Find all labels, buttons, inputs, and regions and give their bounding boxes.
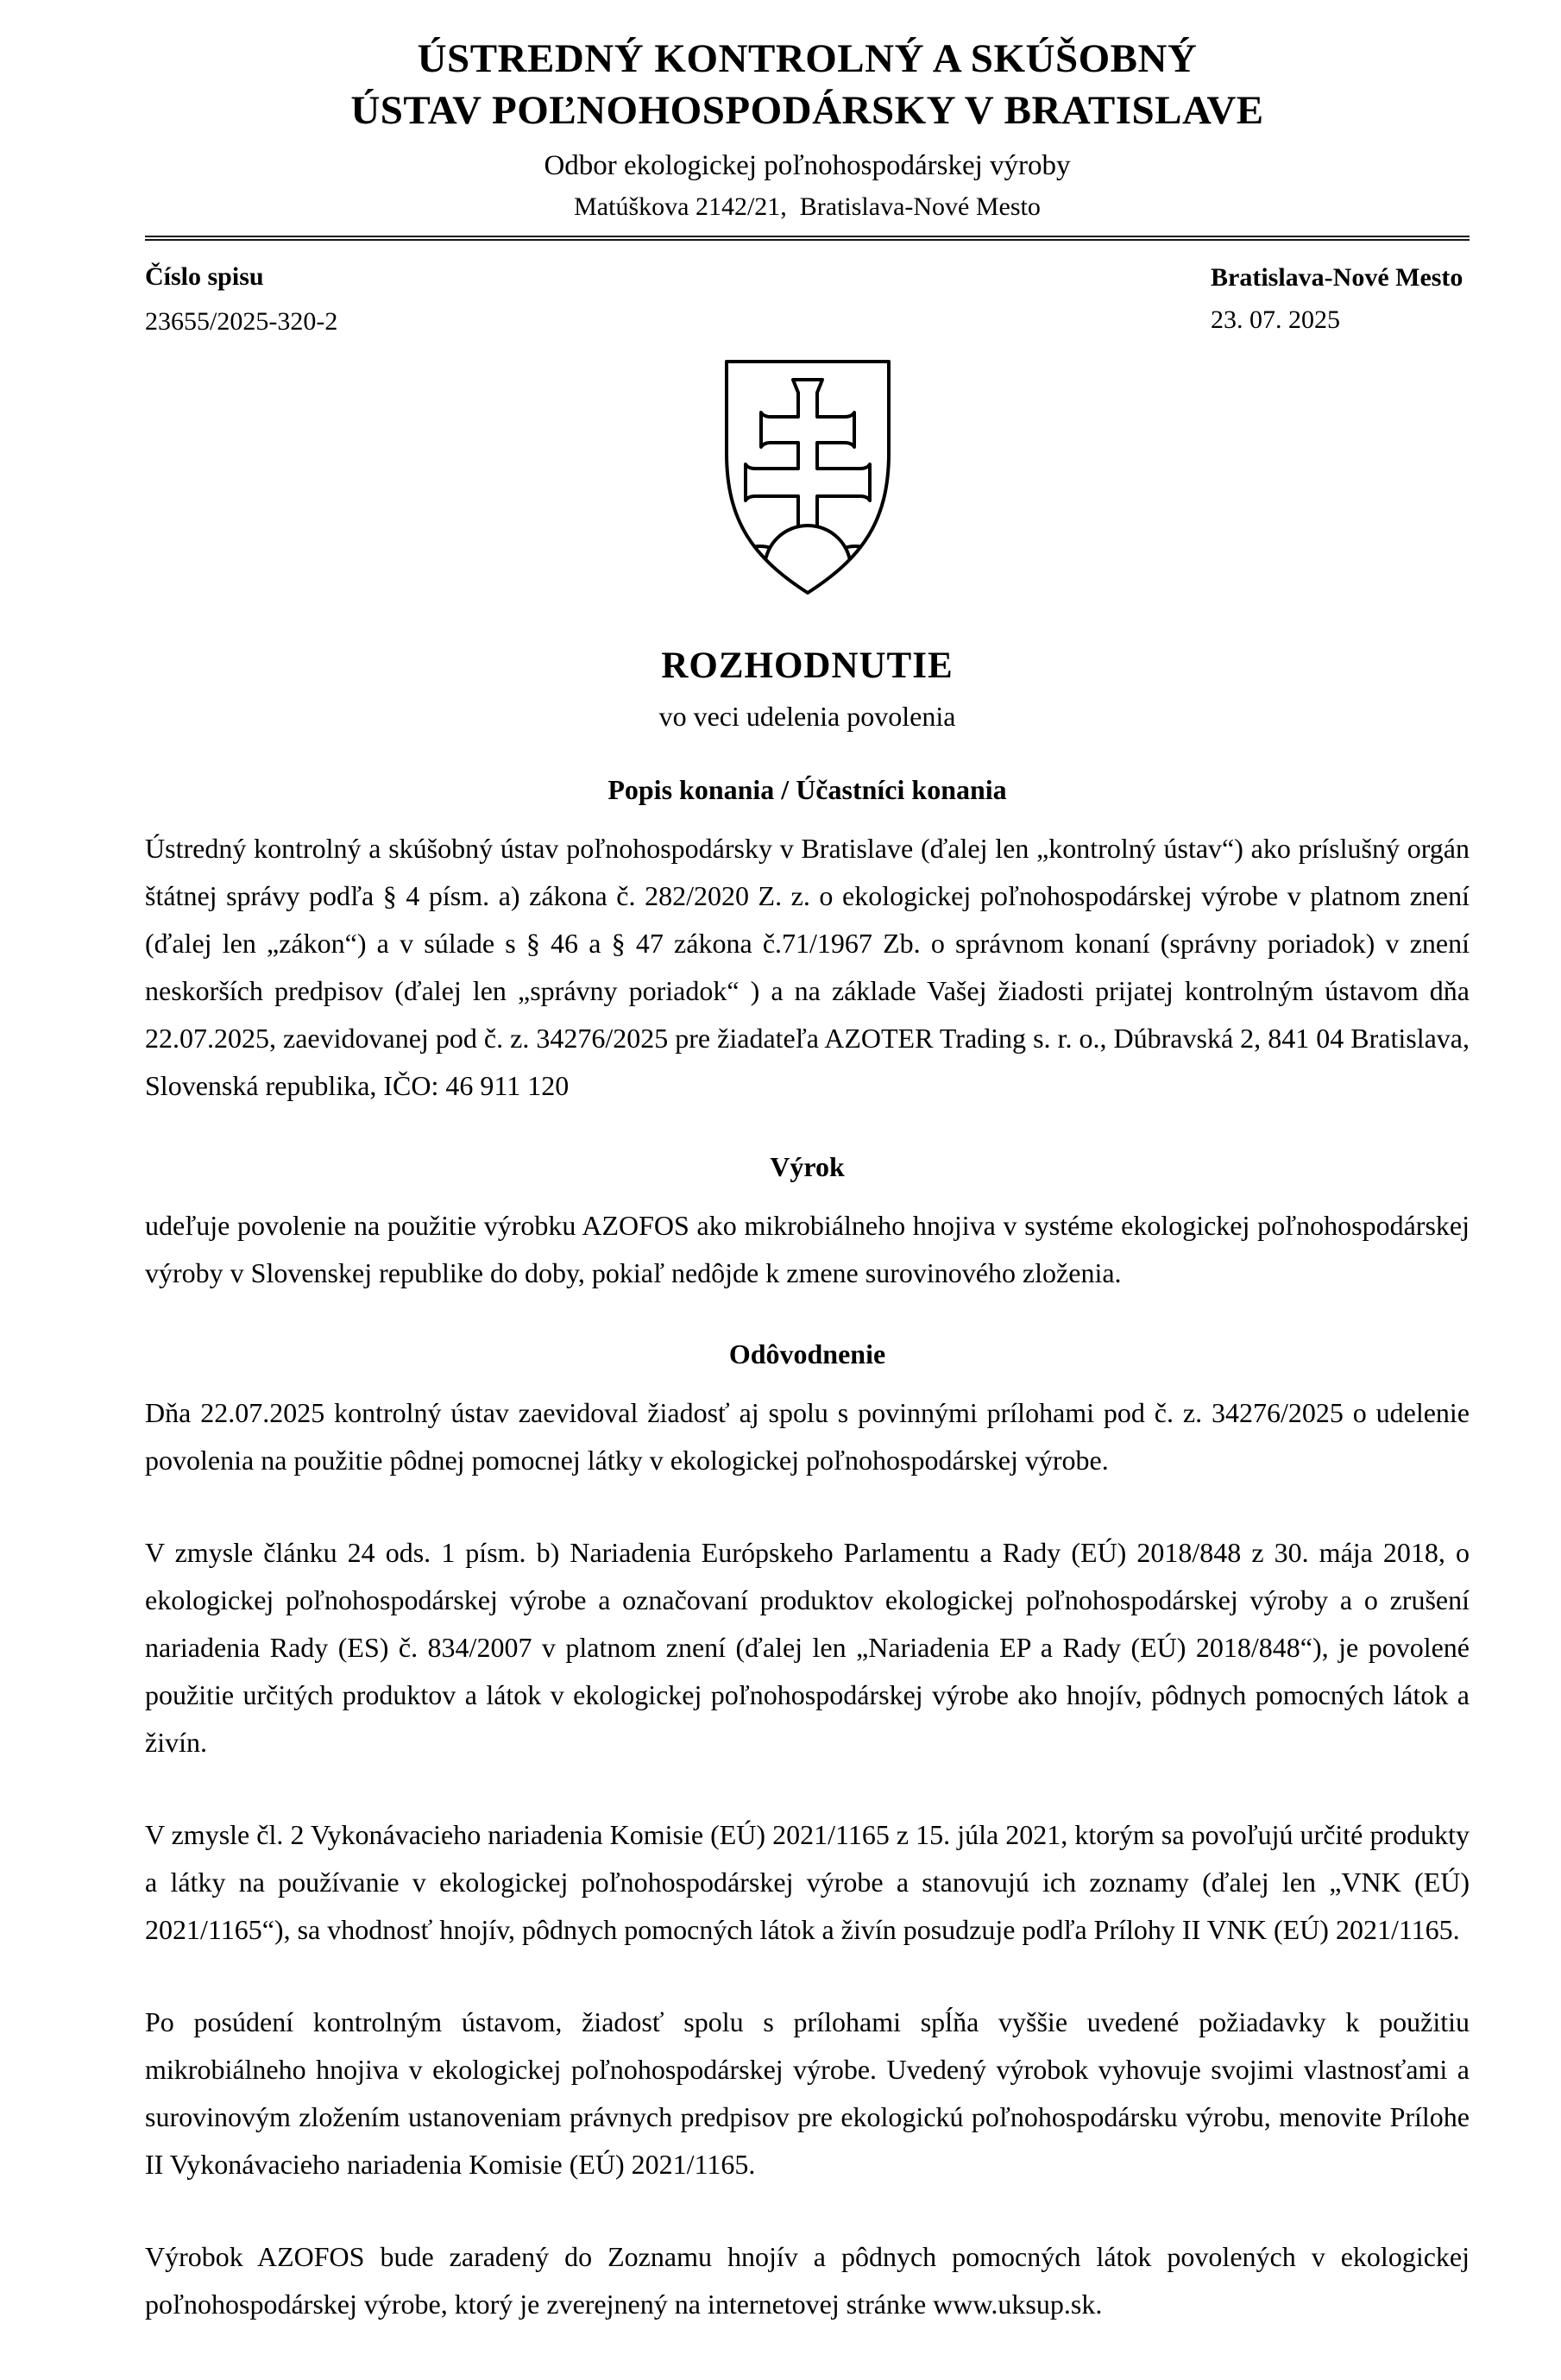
paragraph: Ústredný kontrolný a skúšobný ústav poľnohospodársky v Bratislave (ďalej len „kontrolný ústav“) ako príslušný orgán štátnej správy podľa § 4 písm. a) zákona č. 282/2020 Z. z. o ekologickej poľnohospodárskej výrobe v platnom znení (ďalej len „zákon“) a v súlade s § 46 a § 47 zákona č.71/1967 Zb. o správnom konaní (správny poriadok) v znení neskorších predpisov (ďalej len „správny poriadok“ ) a na základe Vašej žiadosti prijatej kontrolným ústavom dňa 22.07.2025, zaevidovanej pod č. z. 34276/2025 pre žiadateľa AZOTER Trading s. r. o., Dúbravská 2, 841 04 Bratislava, Slovenská republika, IČO: 46 911 120 <box>145 833 1470 1101</box>
org-name-line-2: ÚSTAV POĽNOHOSPODÁRSKY V BRATISLAVE <box>350 88 1264 133</box>
document-meta <box>145 260 1470 339</box>
section-heading: Odôvodnenie <box>728 1338 886 1369</box>
file-number-block <box>145 260 337 339</box>
file-number-label: Číslo spisu <box>145 262 264 291</box>
paragraph: Po posúdení kontrolným ústavom, žiadosť spolu s prílohami spĺňa vyššie uvedené požiadavky k použitiu mikrobiálneho hnojiva v ekologickej poľnohospodárskej výrobe. Uvedený výrobok vyhovuje svojimi vlastnosťami a surovinovým zložením ustanoveniam právnych predpisov pre ekologickú poľnohospodársku výrobu, menovite Prílohe II Vykonávacieho nariadenia Komisie (EÚ) 2021/1165. <box>145 2006 1470 2180</box>
paragraph: V zmysle článku 24 ods. 1 písm. b) Nariadenia Európskeho Parlamentu a Rady (EÚ) 2018/848 z 30. mája 2018, o ekologickej poľnohospodárskej výrobe a označovaní produktov ekologickej poľnohospodárskej výroby a o zrušení nariadenia Rady (ES) č. 834/2007 v platnom znení (ďalej len „Nariadenia EP a Rady (EÚ) 2018/848“), je povolené použitie určitých produktov a látok v ekologickej poľnohospodárskej výrobe ako hnojív, pôdnych pomocných látok a živín. <box>145 1537 1470 1758</box>
document-title: ROZHODNUTIE <box>661 645 954 686</box>
section-odovodnenie <box>145 1338 1470 2328</box>
section-vyrok <box>145 1151 1470 1297</box>
issue-place: Bratislava-Nové Mesto <box>1211 263 1463 292</box>
file-number-value: 23655/2025-320-2 <box>145 307 338 336</box>
slovak-coat-of-arms-icon <box>710 351 905 603</box>
section-heading: Popis konania / Účastníci konania <box>607 774 1007 805</box>
paragraph: V zmysle čl. 2 Vykonávacieho nariadenia Komisie (EÚ) 2021/1165 z 15. júla 2021, ktorým sa povoľujú určité produkty a látky na používanie v ekologickej poľnohospodárskej výrobe a stanovujú ich zoznamy (ďalej len „VNK (EÚ) 2021/1165“), sa vhodnosť hnojív, pôdnych pomocných látok a živín posudzuje podľa Prílohy II VNK (EÚ) 2021/1165. <box>145 1819 1470 1945</box>
paragraph: Dňa 22.07.2025 kontrolný ústav zaevidoval žiadosť aj spolu s povinnými prílohami pod č. z. 34276/2025 o udelenie povolenia na použitie pôdnej pomocnej látky v ekologickej poľnohospodárskej výrobe. <box>145 1397 1470 1476</box>
header-divider <box>145 236 1470 241</box>
paragraph: udeľuje povolenie na použitie výrobku AZOFOS ako mikrobiálneho hnojiva v systéme ekologickej poľnohospodárskej výroby v Slovenskej republike do doby, pokiaľ nedôjde k zmene surovinového zloženia. <box>145 1210 1470 1288</box>
section-popis-konania <box>145 774 1470 1110</box>
department-name: Odbor ekologickej poľnohospodárskej výroby <box>544 150 1071 181</box>
document-subtitle: vo veci udelenia povolenia <box>658 701 956 732</box>
issue-date: 23. 07. 2025 <box>1211 305 1340 334</box>
section-heading: Výrok <box>770 1151 845 1182</box>
org-name-line-1: ÚSTREDNÝ KONTROLNÝ A SKÚŠOBNÝ <box>417 36 1198 81</box>
place-date-block <box>1211 260 1470 339</box>
org-address: Matúškova 2142/21, Bratislava-Nové Mesto <box>574 192 1041 221</box>
paragraph: Výrobok AZOFOS bude zaradený do Zoznamu hnojív a pôdnych pomocných látok povolených v ekologickej poľnohospodárskej výrobe, ktorý je zverejnený na internetovej stránke www.uksup.sk. <box>145 2241 1470 2320</box>
org-name <box>145 33 1470 136</box>
